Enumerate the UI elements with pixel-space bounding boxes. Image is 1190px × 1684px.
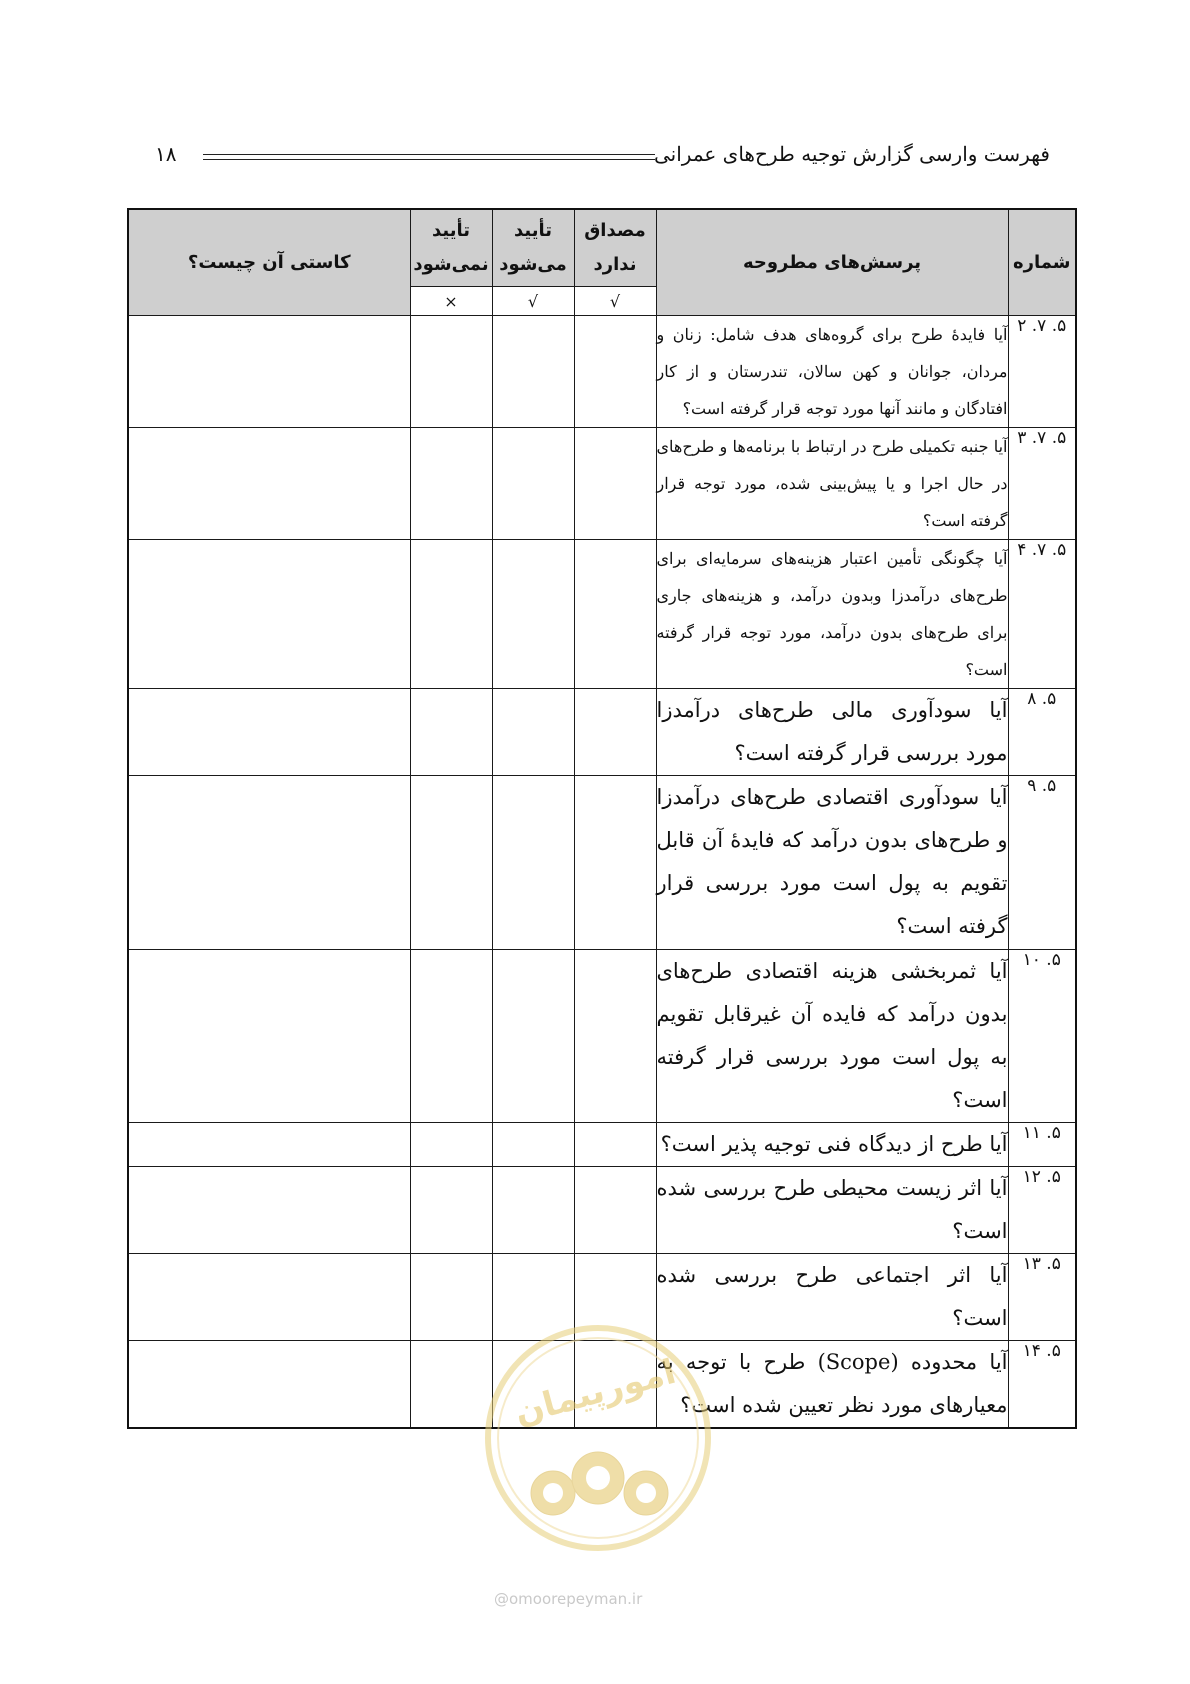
row-number: ۵. ۱۱ xyxy=(1008,1123,1076,1167)
header-not-confirmed: تأیید نمی‌شود xyxy=(410,209,492,287)
cell-not-confirmed[interactable] xyxy=(410,428,492,540)
cell-shortcoming[interactable] xyxy=(128,950,410,1123)
table-row xyxy=(128,776,1076,950)
cell-not-confirmed[interactable] xyxy=(410,689,492,776)
header-confirmed: تأیید می‌شود xyxy=(492,209,574,287)
cell-not-applicable[interactable] xyxy=(574,689,656,776)
header-divider xyxy=(203,154,655,160)
row-question: آیا محدوده (Scope) طرح با توجه به معیارهای مورد نظر تعیین شده است؟ xyxy=(656,1341,1008,1429)
mark-confirmed: √ xyxy=(492,287,574,316)
cell-not-confirmed[interactable] xyxy=(410,1167,492,1254)
cell-shortcoming[interactable] xyxy=(128,1123,410,1167)
page-number: ۱۸ xyxy=(155,142,177,166)
row-number: ۵. ۷. ۳ xyxy=(1008,428,1076,540)
cell-shortcoming[interactable] xyxy=(128,776,410,950)
watermark-logo-text: امورپیمان xyxy=(510,1351,680,1434)
cell-not-applicable[interactable] xyxy=(574,950,656,1123)
cell-not-applicable[interactable] xyxy=(574,1167,656,1254)
table-row xyxy=(128,540,1076,689)
cell-confirmed[interactable] xyxy=(492,689,574,776)
watermark-caption: @omoorepeyman.ir xyxy=(494,1590,643,1608)
cell-confirmed[interactable] xyxy=(492,316,574,428)
header-shortcoming: کاستی آن چیست؟ xyxy=(128,209,410,316)
cell-shortcoming[interactable] xyxy=(128,1341,410,1429)
row-number: ۵. ۷. ۴ xyxy=(1008,540,1076,689)
row-question: آیا طرح از دیدگاه فنی توجیه پذیر است؟ xyxy=(656,1123,1008,1167)
cell-shortcoming[interactable] xyxy=(128,1167,410,1254)
cell-not-confirmed[interactable] xyxy=(410,776,492,950)
cell-not-confirmed[interactable] xyxy=(410,1123,492,1167)
cell-shortcoming[interactable] xyxy=(128,689,410,776)
cell-confirmed[interactable] xyxy=(492,776,574,950)
row-question: آیا فایدهٔ طرح برای گروه‌های هدف شامل: زنان و مردان، جوانان و کهن سالان، تندرستان و از کار افتادگان و مانند آنها مورد توجه قرار گرفته است؟ xyxy=(656,316,1008,428)
header-question: پرسش‌های مطروحه xyxy=(656,209,1008,316)
cell-confirmed[interactable] xyxy=(492,1123,574,1167)
cell-shortcoming[interactable] xyxy=(128,428,410,540)
cell-not-applicable[interactable] xyxy=(574,1123,656,1167)
cell-not-applicable[interactable] xyxy=(574,540,656,689)
cell-not-applicable[interactable] xyxy=(574,428,656,540)
row-number: ۵. ۱۳ xyxy=(1008,1254,1076,1341)
table-row xyxy=(128,950,1076,1123)
mark-not-confirmed: × xyxy=(410,287,492,316)
header-not-applicable: مصداق ندارد xyxy=(574,209,656,287)
header-number: شماره xyxy=(1008,209,1076,316)
cell-shortcoming[interactable] xyxy=(128,316,410,428)
cell-not-confirmed[interactable] xyxy=(410,540,492,689)
cell-confirmed[interactable] xyxy=(492,540,574,689)
table-row xyxy=(128,316,1076,428)
row-question: آیا اثر زیست محیطی طرح بررسی شده است؟ xyxy=(656,1167,1008,1254)
cell-not-applicable[interactable] xyxy=(574,776,656,950)
table-row xyxy=(128,1167,1076,1254)
watermark-logo xyxy=(478,1318,718,1578)
cell-confirmed[interactable] xyxy=(492,950,574,1123)
row-question: آیا ثمربخشی هزینه اقتصادی طرح‌های بدون درآمد که فایده آن غیرقابل تقویم به پول است مورد بررسی قرار گرفته است؟ xyxy=(656,950,1008,1123)
row-number: ۵. ۱۴ xyxy=(1008,1341,1076,1429)
row-number: ۵. ۸ xyxy=(1008,689,1076,776)
cell-shortcoming[interactable] xyxy=(128,540,410,689)
table-row xyxy=(128,1123,1076,1167)
row-question: آیا چگونگی تأمین اعتبار هزینه‌های سرمایه‌ای برای طرح‌های درآمدزا وبدون درآمد، و هزینه‌های جاری برای طرح‌های بدون درآمد، مورد توجه قرار گرفته است؟ xyxy=(656,540,1008,689)
row-number: ۵. ۱۰ xyxy=(1008,950,1076,1123)
row-number: ۵. ۹ xyxy=(1008,776,1076,950)
checklist-table xyxy=(127,208,1077,1429)
row-question: آیا اثر اجتماعی طرح بررسی شده است؟ xyxy=(656,1254,1008,1341)
row-question: آیا سودآوری مالی طرح‌های درآمدزا مورد بررسی قرار گرفته است؟ xyxy=(656,689,1008,776)
page-header xyxy=(155,140,1050,174)
cell-shortcoming[interactable] xyxy=(128,1254,410,1341)
page-title: فهرست وارسی گزارش توجیه طرح‌های عمرانی xyxy=(654,142,1050,166)
row-question: آیا جنبه تکمیلی طرح در ارتباط با برنامه‌ها و طرح‌های در حال اجرا و یا پیش‌بینی شده، مورد توجه قرار گرفته است؟ xyxy=(656,428,1008,540)
cell-not-confirmed[interactable] xyxy=(410,316,492,428)
mark-not-applicable: √ xyxy=(574,287,656,316)
row-number: ۵. ۷. ۲ xyxy=(1008,316,1076,428)
cell-confirmed[interactable] xyxy=(492,428,574,540)
cell-not-applicable[interactable] xyxy=(574,316,656,428)
table-row xyxy=(128,689,1076,776)
row-number: ۵. ۱۲ xyxy=(1008,1167,1076,1254)
row-question: آیا سودآوری اقتصادی طرح‌های درآمدزا و طرح‌های بدون درآمد که فایدهٔ آن قابل تقویم به پول است مورد بررسی قرار گرفته است؟ xyxy=(656,776,1008,950)
cell-confirmed[interactable] xyxy=(492,1167,574,1254)
cell-not-confirmed[interactable] xyxy=(410,950,492,1123)
table-row xyxy=(128,428,1076,540)
